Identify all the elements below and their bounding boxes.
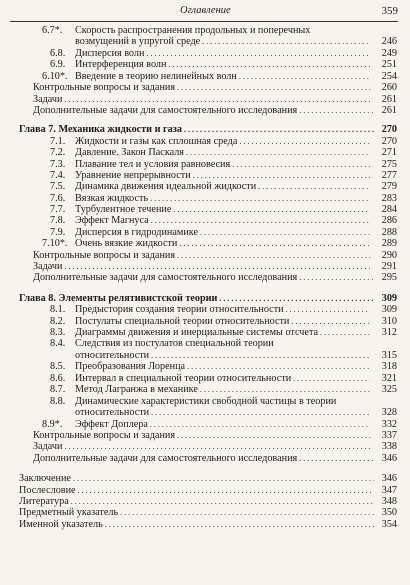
toc-entry[interactable] xyxy=(0,136,410,147)
toc-entry[interactable] xyxy=(0,430,410,441)
entry-title-line1: Следствия из постулатов специальной теории xyxy=(75,338,274,350)
entry-title-line1: Динамические характеристики свободной частицы в теории xyxy=(75,395,337,407)
section-number: 7.6. xyxy=(50,192,66,204)
entry-title: Очень вязкие жидкости . . . xyxy=(75,238,370,249)
page-number: 260 xyxy=(381,82,397,94)
toc-entry[interactable] xyxy=(0,361,410,372)
toc-entry[interactable] xyxy=(0,227,410,238)
entry-title: Вязкая жидкость . . . xyxy=(75,193,370,204)
page-number: 348 xyxy=(381,495,397,507)
toc-entry[interactable] xyxy=(0,519,410,530)
toc-entry[interactable] xyxy=(0,485,410,496)
section-number: 8.6. xyxy=(50,372,66,384)
section-number: 8.3. xyxy=(50,326,66,338)
section-number: 8.4. xyxy=(50,338,66,350)
running-header xyxy=(10,5,398,22)
entry-title: Контрольные вопросы и задания . . . xyxy=(33,430,373,441)
section-number: 8.1. xyxy=(50,304,66,316)
toc-entry[interactable] xyxy=(0,496,410,507)
entry-title: Жидкости и газы как сплошная среда . . . xyxy=(75,136,370,147)
toc-section xyxy=(0,293,410,464)
section-number: 8.8. xyxy=(50,395,66,407)
section-number: 6.7*. xyxy=(42,25,63,36)
toc-section xyxy=(0,473,410,530)
entry-title: Задачи . . . xyxy=(33,441,373,452)
toc-entry[interactable] xyxy=(0,215,410,226)
entry-title: Турбулентное течение . . . xyxy=(75,204,370,215)
toc-entry[interactable] xyxy=(0,272,410,283)
section-number: 7.7. xyxy=(50,204,66,216)
entry-title: Дополнительные задачи для самостоятельного исследования . . . xyxy=(33,105,373,116)
section-number: 8.9*. xyxy=(42,418,63,430)
toc-entry[interactable] xyxy=(0,327,410,338)
page-number: 289 xyxy=(381,238,397,250)
toc-entry[interactable] xyxy=(0,238,410,249)
entry-title-line2: относительности . . . xyxy=(75,407,370,418)
entry-title: Именной указатель . . . xyxy=(19,519,374,530)
entry-title: Динамика движения идеальной жидкости . . . xyxy=(75,181,370,192)
entry-title: Преобразования Лоренца . . . xyxy=(75,361,370,372)
entry-title: Глава 8. Элементы релятивистской теории . . . xyxy=(19,293,374,304)
entry-title: Послесловие . . . xyxy=(19,485,374,496)
section-number: 8.2. xyxy=(50,315,66,327)
toc-entry[interactable] xyxy=(0,304,410,315)
page-number: 312 xyxy=(381,326,397,338)
toc-entry[interactable] xyxy=(0,338,410,361)
toc-entry[interactable] xyxy=(0,159,410,170)
toc-entry[interactable] xyxy=(0,441,410,452)
toc-entry[interactable] xyxy=(0,473,410,484)
toc-chapter-entry[interactable] xyxy=(0,293,410,304)
page-number: 284 xyxy=(381,204,397,216)
entry-title: Эффект Магнуса . . . xyxy=(75,215,370,226)
entry-title: Предыстория создания теории относительности . . . xyxy=(75,304,370,315)
header-page-number: 359 xyxy=(381,5,398,17)
entry-title: Интервал в специальной теории относительности . . . xyxy=(75,373,370,384)
toc-section xyxy=(0,25,410,116)
toc-entry[interactable] xyxy=(0,71,410,82)
toc-entry[interactable] xyxy=(0,507,410,518)
page-number: 261 xyxy=(381,104,397,116)
page-number: 291 xyxy=(381,261,397,273)
toc-entry[interactable] xyxy=(0,316,410,327)
page-number: 346 xyxy=(381,473,397,485)
page-number: 347 xyxy=(381,484,397,496)
entry-title: Введение в теорию нелинейных волн . . . xyxy=(75,71,370,82)
section-number: 6.8. xyxy=(50,48,66,59)
page-number: 350 xyxy=(381,507,397,519)
toc-entry[interactable] xyxy=(0,94,410,105)
entry-title: Метод Лагранжа в механике . . . xyxy=(75,384,370,395)
page-number: 288 xyxy=(381,226,397,238)
toc-entry[interactable] xyxy=(0,25,410,48)
page-number: 279 xyxy=(381,181,397,193)
section-gap xyxy=(0,116,410,124)
toc-section xyxy=(0,124,410,283)
toc-entry[interactable] xyxy=(0,204,410,215)
toc-entry[interactable] xyxy=(0,105,410,116)
table-of-contents xyxy=(0,25,410,530)
section-gap xyxy=(0,464,410,473)
section-gap xyxy=(0,284,410,293)
section-number: 7.3. xyxy=(50,158,66,170)
entry-title: Давление. Закон Паскаля . . . xyxy=(75,147,370,158)
page-number: 277 xyxy=(381,169,397,181)
section-number: 7.5. xyxy=(50,181,66,193)
toc-entry[interactable] xyxy=(0,59,410,70)
toc-entry[interactable] xyxy=(0,453,410,464)
page-number: 338 xyxy=(381,441,397,453)
entry-title: Интерференция волн . . . xyxy=(75,59,370,70)
page-number: 270 xyxy=(381,124,397,136)
entry-title: Эффект Доплера . . . xyxy=(75,419,370,430)
entry-title: Предметный указатель . . . xyxy=(19,507,374,518)
page-number: 321 xyxy=(381,372,397,384)
page-number: 354 xyxy=(381,518,397,530)
section-number: 7.9. xyxy=(50,226,66,238)
page-number: 261 xyxy=(381,93,397,105)
page-number: 249 xyxy=(381,48,397,59)
section-number: 8.7. xyxy=(50,384,66,396)
entry-title: Глава 7. Механика жидкости и газа . . . xyxy=(19,124,374,135)
toc-entry[interactable] xyxy=(0,147,410,158)
page-number: 309 xyxy=(381,292,397,304)
section-number: 7.1. xyxy=(50,135,66,147)
section-number: 7.2. xyxy=(50,147,66,159)
page-number: 290 xyxy=(381,249,397,261)
entry-title: Диаграммы движения и инерциальные системы отсчета . . . xyxy=(75,327,370,338)
entry-title: Дисперсия в гидродинамике . . . xyxy=(75,227,370,238)
section-number: 7.10*. xyxy=(42,238,68,250)
page-number: 332 xyxy=(381,418,397,430)
toc-entry[interactable] xyxy=(0,181,410,192)
entry-title: Контрольные вопросы и задания . . . xyxy=(33,82,373,93)
page-number: 251 xyxy=(381,59,397,71)
page-number: 328 xyxy=(381,406,397,418)
page-number: 309 xyxy=(381,304,397,316)
toc-entry[interactable] xyxy=(0,82,410,93)
toc-entry[interactable] xyxy=(0,170,410,181)
page-number: 315 xyxy=(381,349,397,361)
section-number: 7.8. xyxy=(50,215,66,227)
page-number: 275 xyxy=(381,158,397,170)
page-number: 337 xyxy=(381,429,397,441)
entry-title-line1: Скорость распространения продольных и поперечных xyxy=(75,25,311,36)
page-number: 254 xyxy=(381,70,397,82)
page-number: 325 xyxy=(381,384,397,396)
page-number: 283 xyxy=(381,192,397,204)
page-number: 318 xyxy=(381,361,397,373)
toc-entry[interactable] xyxy=(0,373,410,384)
toc-entry[interactable] xyxy=(0,48,410,59)
toc-entry[interactable] xyxy=(0,261,410,272)
toc-entry[interactable] xyxy=(0,384,410,395)
page-number: 271 xyxy=(381,147,397,159)
entry-title: Задачи . . . xyxy=(33,94,373,105)
toc-entry[interactable] xyxy=(0,419,410,430)
toc-chapter-entry[interactable] xyxy=(0,124,410,135)
section-number: 7.4. xyxy=(50,169,66,181)
entry-title-line2: относительности . . . xyxy=(75,350,370,361)
entry-title: Плавание тел и условия равновесия . . . xyxy=(75,159,370,170)
section-number: 6.10*. xyxy=(42,70,68,82)
entry-title: Дополнительные задачи для самостоятельного исследования . . . xyxy=(33,272,373,283)
entry-title: Литература . . . xyxy=(19,496,374,507)
entry-title: Постулаты специальной теории относительности . . . xyxy=(75,316,370,327)
entry-title: Контрольные вопросы и задания . . . xyxy=(33,250,373,261)
page-number: 295 xyxy=(381,272,397,284)
toc-entry[interactable] xyxy=(0,193,410,204)
entry-title: Уравнение непрерывности . . . xyxy=(75,170,370,181)
header-title: Оглавление xyxy=(180,5,231,16)
page-number: 286 xyxy=(381,215,397,227)
toc-entry[interactable] xyxy=(0,396,410,419)
page-number: 270 xyxy=(381,135,397,147)
page-number: 310 xyxy=(381,315,397,327)
toc-entry[interactable] xyxy=(0,250,410,261)
section-number: 8.5. xyxy=(50,361,66,373)
section-number: 6.9. xyxy=(50,59,66,71)
entry-title-line2: возмущений в упругой среде . . . xyxy=(75,36,370,47)
page-number: 246 xyxy=(381,36,397,48)
entry-title: Задачи . . . xyxy=(33,261,373,272)
entry-title: Дисперсия волн . . . xyxy=(75,48,370,59)
entry-title: Заключение . . . xyxy=(19,473,374,484)
entry-title: Дополнительные задачи для самостоятельного исследования . . . xyxy=(33,453,373,464)
page-number: 346 xyxy=(381,452,397,464)
